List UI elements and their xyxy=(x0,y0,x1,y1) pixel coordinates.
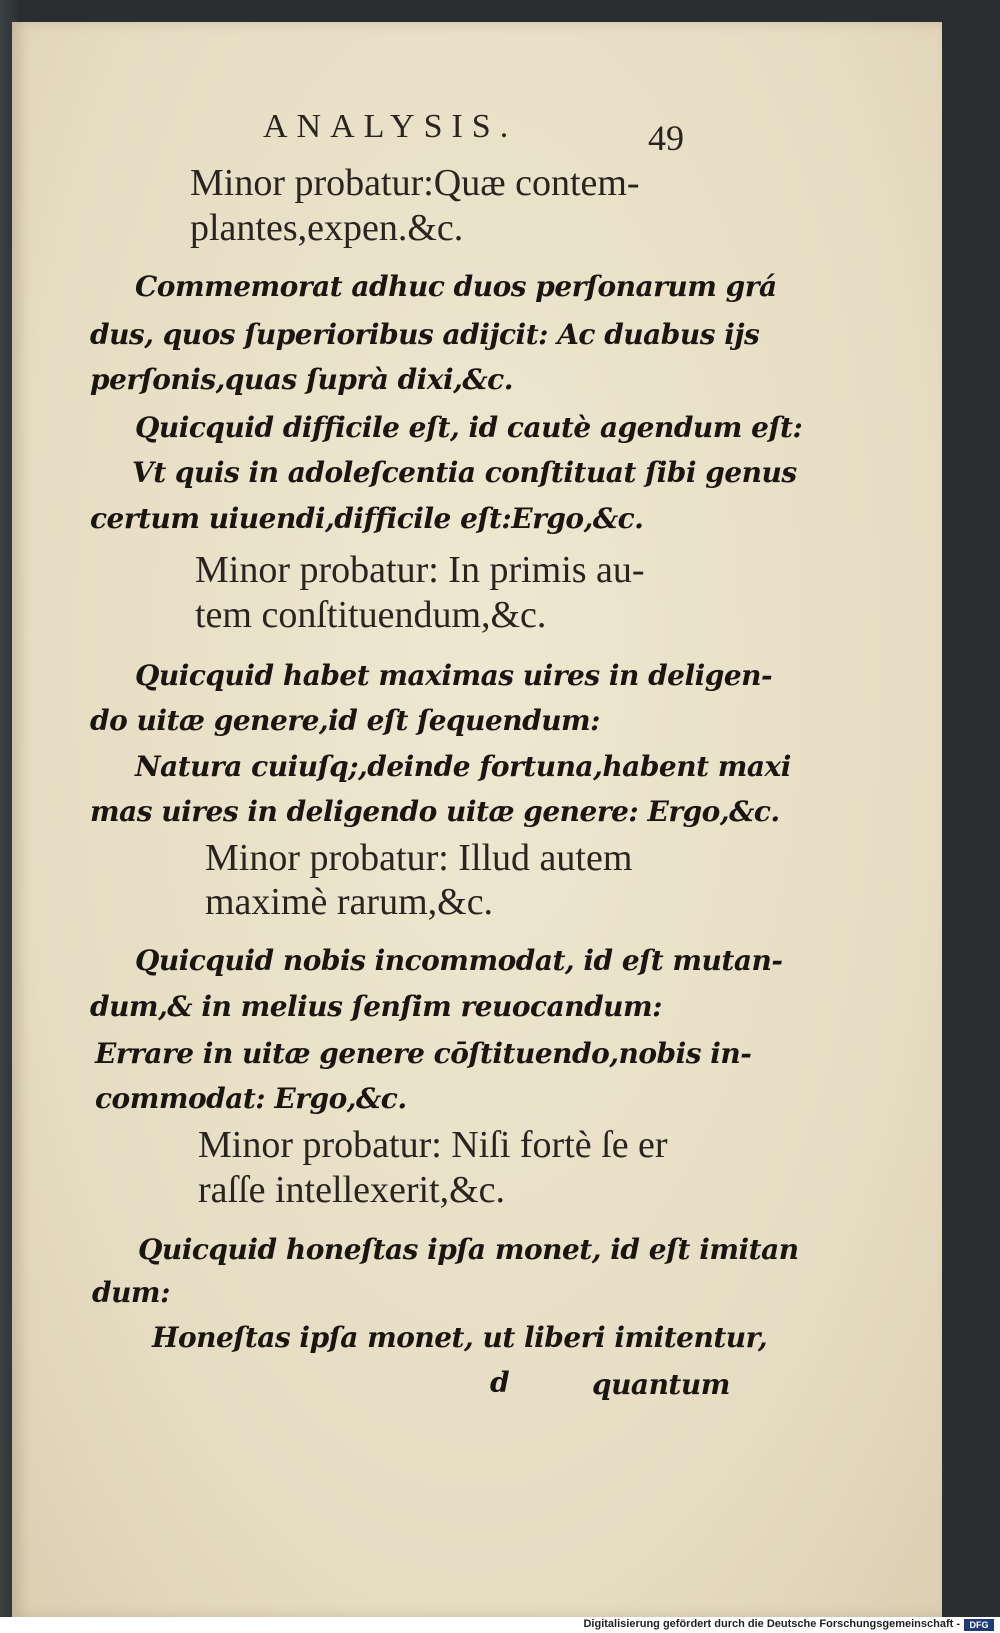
text-line: Quicquid honeſtas ipſa monet, id eſt imitan xyxy=(138,1233,799,1266)
signature-mark: d xyxy=(490,1366,510,1399)
text-line: Minor probatur: Niſi fortè ſe er xyxy=(198,1124,668,1166)
text-line: maximè rarum,&c. xyxy=(205,881,494,923)
dfg-logo: DFG xyxy=(964,1619,994,1631)
text-line: mas uires in deligendo uitæ genere: Ergo,&c. xyxy=(90,795,780,828)
text-line: Natura cuiuſq;,deinde fortuna,habent maxi xyxy=(135,750,791,783)
text-line: Quicquid difficile eſt, id cautè agendum eſt: xyxy=(135,411,803,444)
running-header: ANALYSIS. xyxy=(263,108,518,145)
text-line: dus, quos ſuperioribus adijcit: Ac duabus ijs xyxy=(90,318,760,351)
catchword: quantum xyxy=(592,1368,730,1401)
text-line: certum uiuendi,difficile eſt:Ergo,&c. xyxy=(90,502,644,535)
text-line: do uitæ genere,id eſt ſequendum: xyxy=(90,704,601,737)
text-line: dum,& in melius ſenſim reuocandum: xyxy=(90,990,662,1023)
footer-credit: Digitalisierung gefördert durch die Deutsche Forschungsgemeinschaft - xyxy=(583,1618,960,1630)
text-line: Minor probatur:Quæ contem- xyxy=(190,162,640,204)
text-line: Minor probatur: In primis au- xyxy=(195,549,645,591)
text-line: Commemorat adhuc duos perſonarum grá xyxy=(135,270,777,303)
text-line: Honeſtas ipſa monet, ut liberi imitentur, xyxy=(152,1321,768,1354)
text-line: tem conſtituendum,&c. xyxy=(195,594,547,636)
text-line: raſſe intellexerit,&c. xyxy=(198,1169,506,1211)
text-line: commodat: Ergo,&c. xyxy=(95,1082,407,1115)
text-line: Quicquid habet maximas uires in deligen- xyxy=(135,659,773,692)
page-number: 49 xyxy=(648,118,684,158)
text-line: perſonis,quas ſuprà dixi,&c. xyxy=(90,363,513,396)
text-line: plantes,expen.&c. xyxy=(190,207,464,249)
text-line: Quicquid nobis incommodat, id eſt mutan- xyxy=(135,944,783,977)
text-line: Vt quis in adoleſcentia conſtituat ſibi genus xyxy=(132,456,797,489)
text-line: Errare in uitæ genere cōſtituendo,nobis in- xyxy=(95,1037,752,1070)
text-line: dum: xyxy=(92,1276,170,1309)
text-line: Minor probatur: Illud autem xyxy=(205,837,633,879)
